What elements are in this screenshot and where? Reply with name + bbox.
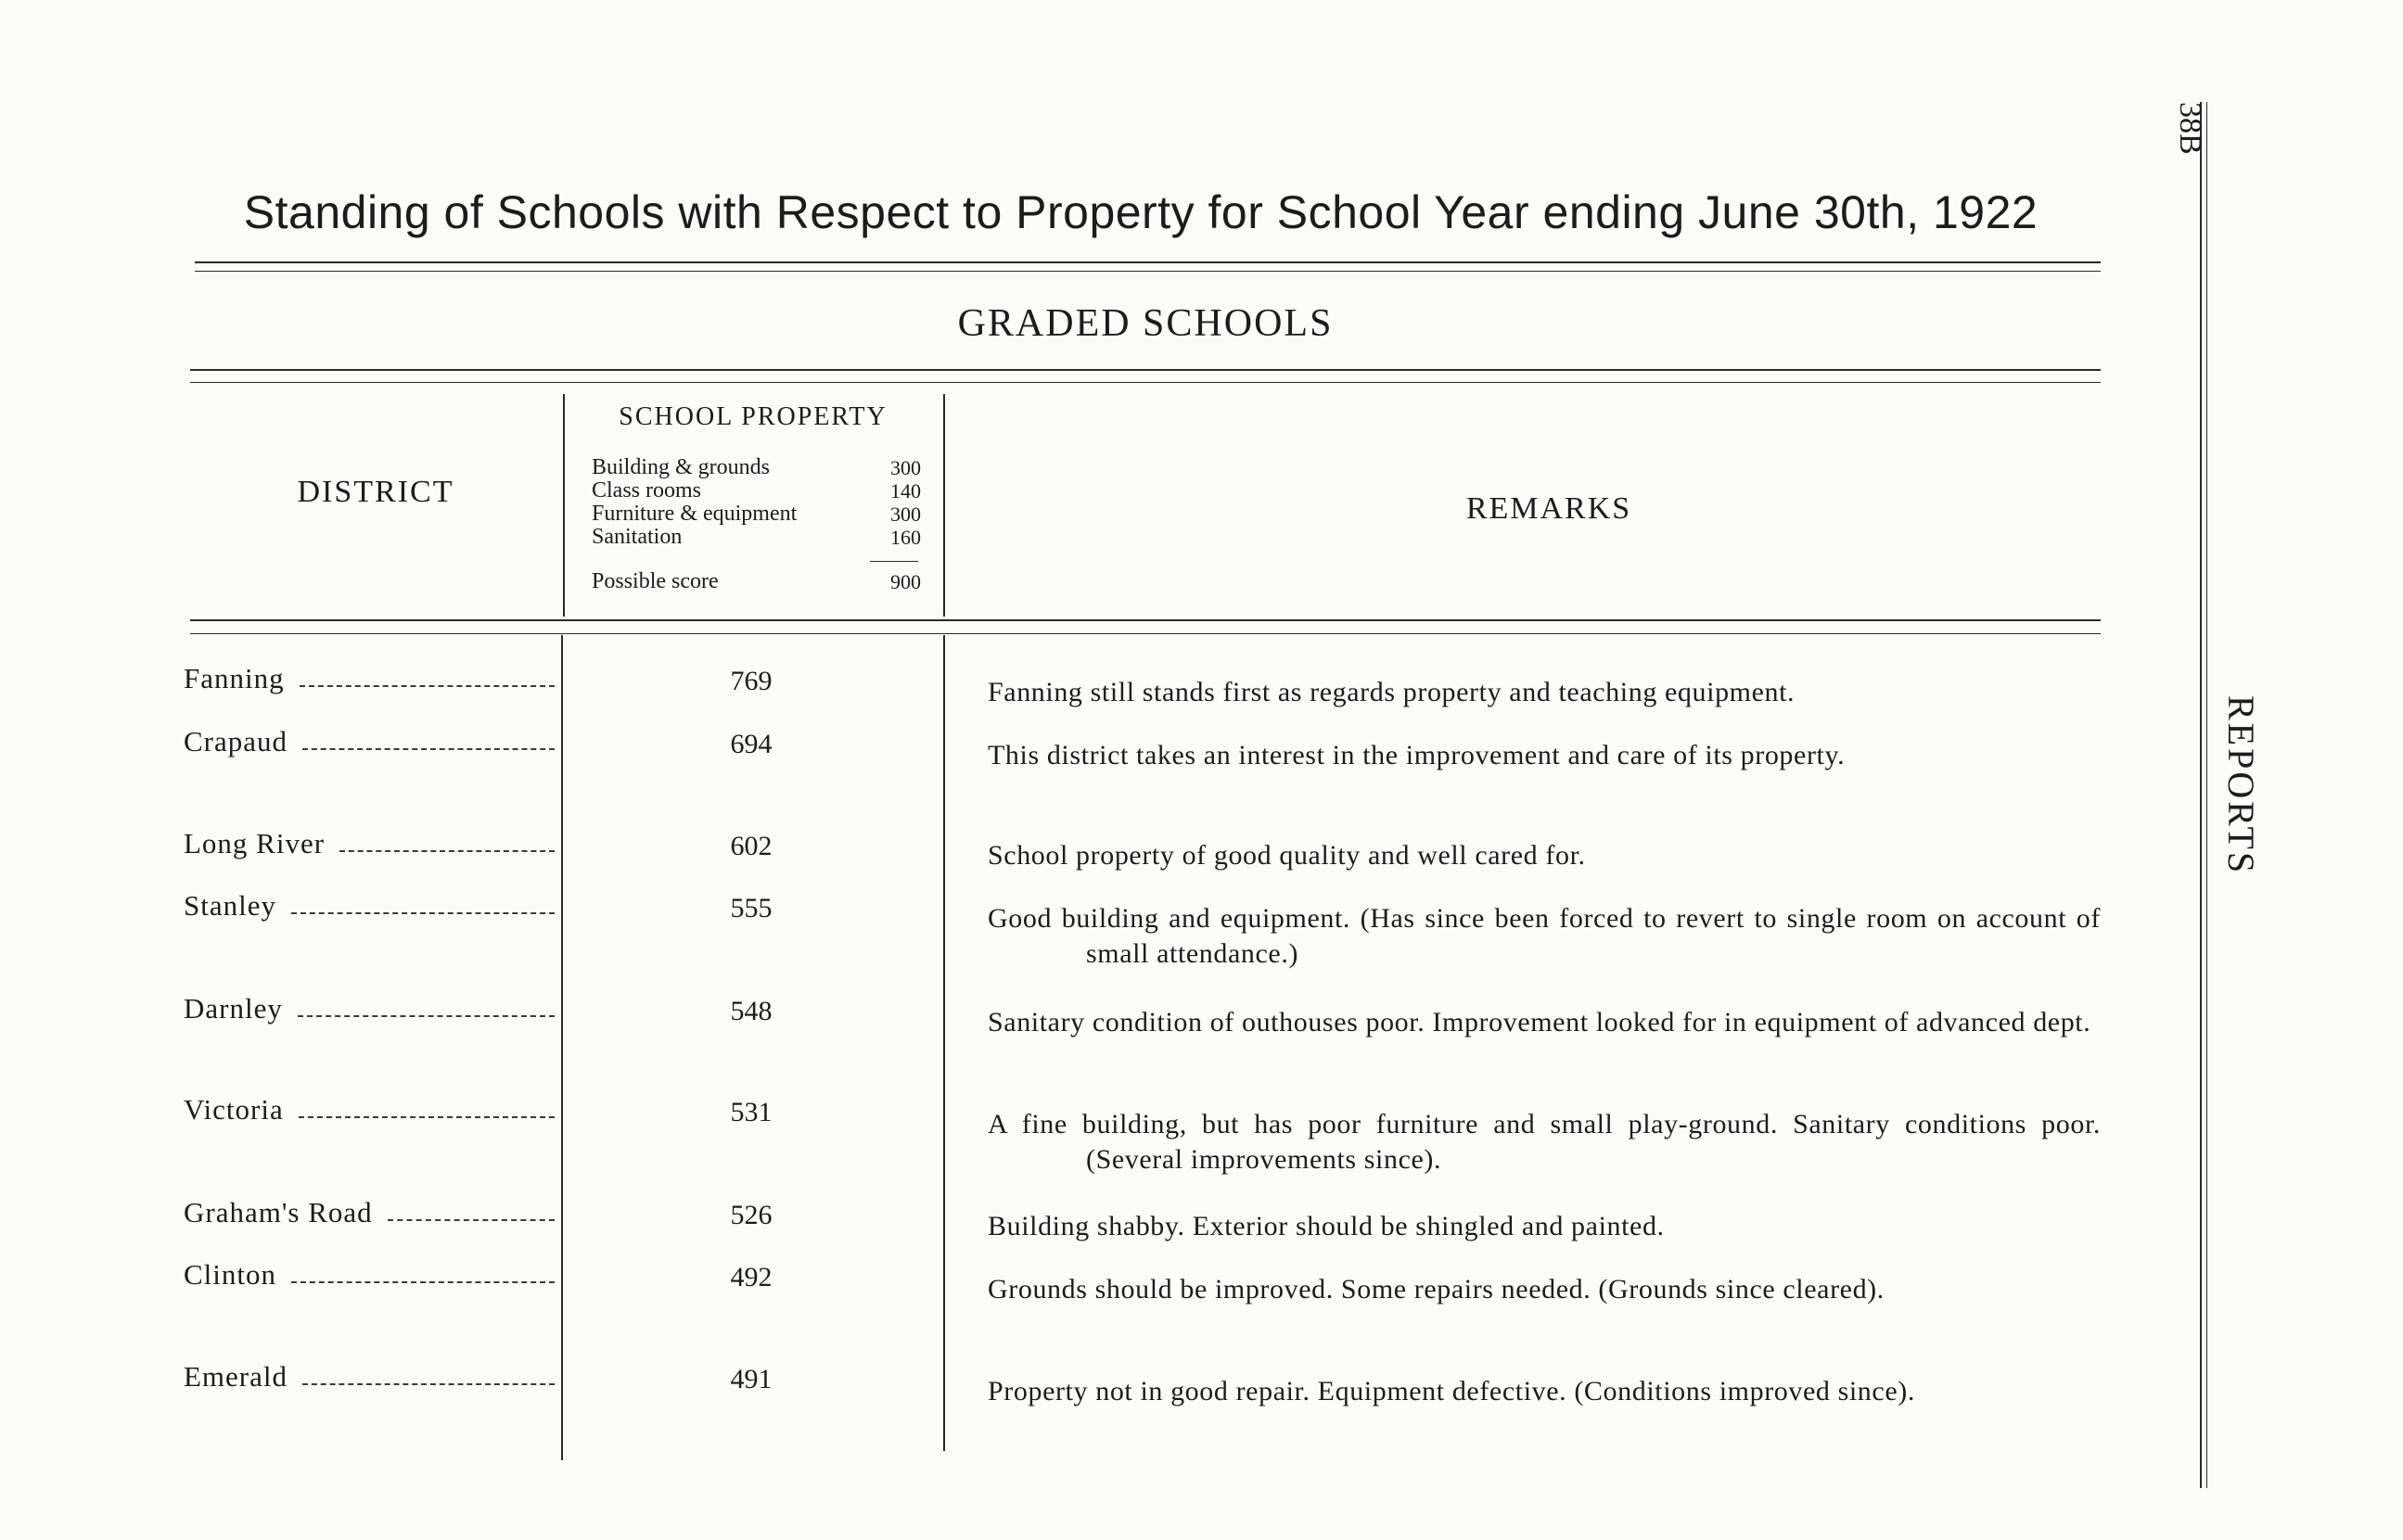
- table-row-score: 526: [730, 1200, 773, 1230]
- remarks-column-header: REMARKS: [1465, 491, 1632, 526]
- table-row-district: [184, 721, 555, 758]
- table-row-district: [184, 658, 555, 695]
- criterion-class-rooms: [592, 479, 921, 503]
- table-row-score: 602: [730, 831, 773, 861]
- dot-leader: [291, 912, 555, 914]
- dot-leader: [339, 850, 555, 852]
- margin-rule-inner: [2206, 102, 2207, 1488]
- table-row-score: 492: [730, 1262, 773, 1292]
- criterion-value: 140: [890, 479, 921, 503]
- table-row-remarks: A fine building, but has poor furniture and small play-ground. Sanitary conditions poor. (Several improvements since).: [988, 1109, 2101, 1175]
- title-rule-top: [195, 261, 2101, 263]
- table-row-district: [184, 1192, 555, 1229]
- table-row-remarks: Good building and equipment. (Has since been forced to revert to single room on account of small attendance.): [988, 903, 2101, 969]
- school-property-column-header: SCHOOL PROPERTY: [619, 402, 888, 431]
- table-row-remarks: Fanning still stands first as regards property and teaching equipment.: [988, 677, 1796, 707]
- table-row-score: 769: [730, 666, 773, 696]
- criterion-furniture-equipment: [592, 503, 921, 526]
- possible-score: [592, 570, 921, 593]
- possible-score-value: 900: [890, 570, 921, 593]
- dot-leader: [302, 1383, 555, 1385]
- table-row-district: [184, 885, 555, 923]
- title-rule-bottom: [195, 271, 2101, 272]
- table-row-score: 694: [730, 729, 773, 759]
- running-head: REPORTS: [2220, 695, 2262, 876]
- criterion-label: Building & grounds: [592, 455, 771, 479]
- criterion-label: Class rooms: [592, 478, 702, 503]
- margin-rule-outer: [2200, 102, 2202, 1488]
- district-name: Graham's Road: [184, 1196, 373, 1228]
- criterion-label: Furniture & equipment: [592, 502, 798, 526]
- table-row-district: [184, 1089, 555, 1126]
- body-divider-left: [561, 635, 563, 1460]
- header-divider-left: [563, 394, 565, 617]
- table-row-district: [184, 1254, 555, 1292]
- table-row-remarks: Building shabby. Exterior should be shingled and painted.: [988, 1211, 1665, 1241]
- table-row-district: [184, 823, 555, 860]
- district-name: Crapaud: [184, 725, 288, 757]
- dot-leader: [291, 1281, 555, 1283]
- table-row-remarks: Grounds should be improved. Some repairs needed. (Grounds since cleared).: [988, 1274, 1885, 1305]
- district-name: Stanley: [184, 889, 276, 922]
- table-row-score: 548: [730, 996, 773, 1026]
- district-name: Emerald: [184, 1360, 288, 1393]
- district-name: Victoria: [184, 1093, 284, 1126]
- section-rule-top: [190, 369, 2101, 371]
- header-rule-top: [190, 619, 2101, 621]
- dot-leader: [299, 1116, 555, 1118]
- table-row-score: 555: [730, 893, 773, 923]
- table-row-remarks: Sanitary condition of outhouses poor. Improvement looked for in equipment of advanced dept.: [988, 1007, 2091, 1037]
- table-row-remarks: School property of good quality and well cared for.: [988, 840, 1586, 871]
- table-row-district: [184, 988, 555, 1025]
- table-row-district: [184, 1356, 555, 1394]
- criterion-label: Sanitation: [592, 525, 683, 549]
- dot-leader: [388, 1219, 555, 1221]
- district-name: Darnley: [184, 992, 283, 1025]
- criterion-value: 300: [890, 456, 921, 479]
- header-divider-right: [943, 394, 945, 617]
- section-heading: GRADED SCHOOLS: [957, 302, 1334, 345]
- page-title: Standing of Schools with Respect to Property for School Year ending June 30th, 1922: [243, 186, 2039, 238]
- district-name: Clinton: [184, 1258, 277, 1291]
- table-row-score: 531: [730, 1097, 773, 1127]
- dot-leader: [300, 685, 555, 687]
- table-row-remarks: This district takes an interest in the improvement and care of its property.: [988, 740, 1846, 770]
- district-name: Long River: [184, 827, 326, 859]
- district-column-header: DISTRICT: [297, 475, 454, 509]
- table-row-score: 491: [730, 1364, 773, 1394]
- criterion-sanitation: [592, 526, 921, 549]
- section-rule-bottom: [190, 382, 2101, 383]
- header-rule-bottom: [190, 633, 2101, 634]
- criterion-building-grounds: [592, 456, 921, 479]
- criterion-value: 300: [890, 503, 921, 526]
- table-row-remarks: Property not in good repair. Equipment defective. (Conditions improved since).: [988, 1376, 1915, 1406]
- body-divider-right: [943, 635, 945, 1451]
- page-number: 38B: [2173, 102, 2207, 155]
- criterion-value: 160: [890, 526, 921, 549]
- sum-rule: [870, 561, 918, 562]
- district-name: Fanning: [184, 662, 285, 694]
- possible-score-label: Possible score: [592, 569, 719, 593]
- dot-leader: [298, 1015, 555, 1017]
- dot-leader: [302, 748, 555, 750]
